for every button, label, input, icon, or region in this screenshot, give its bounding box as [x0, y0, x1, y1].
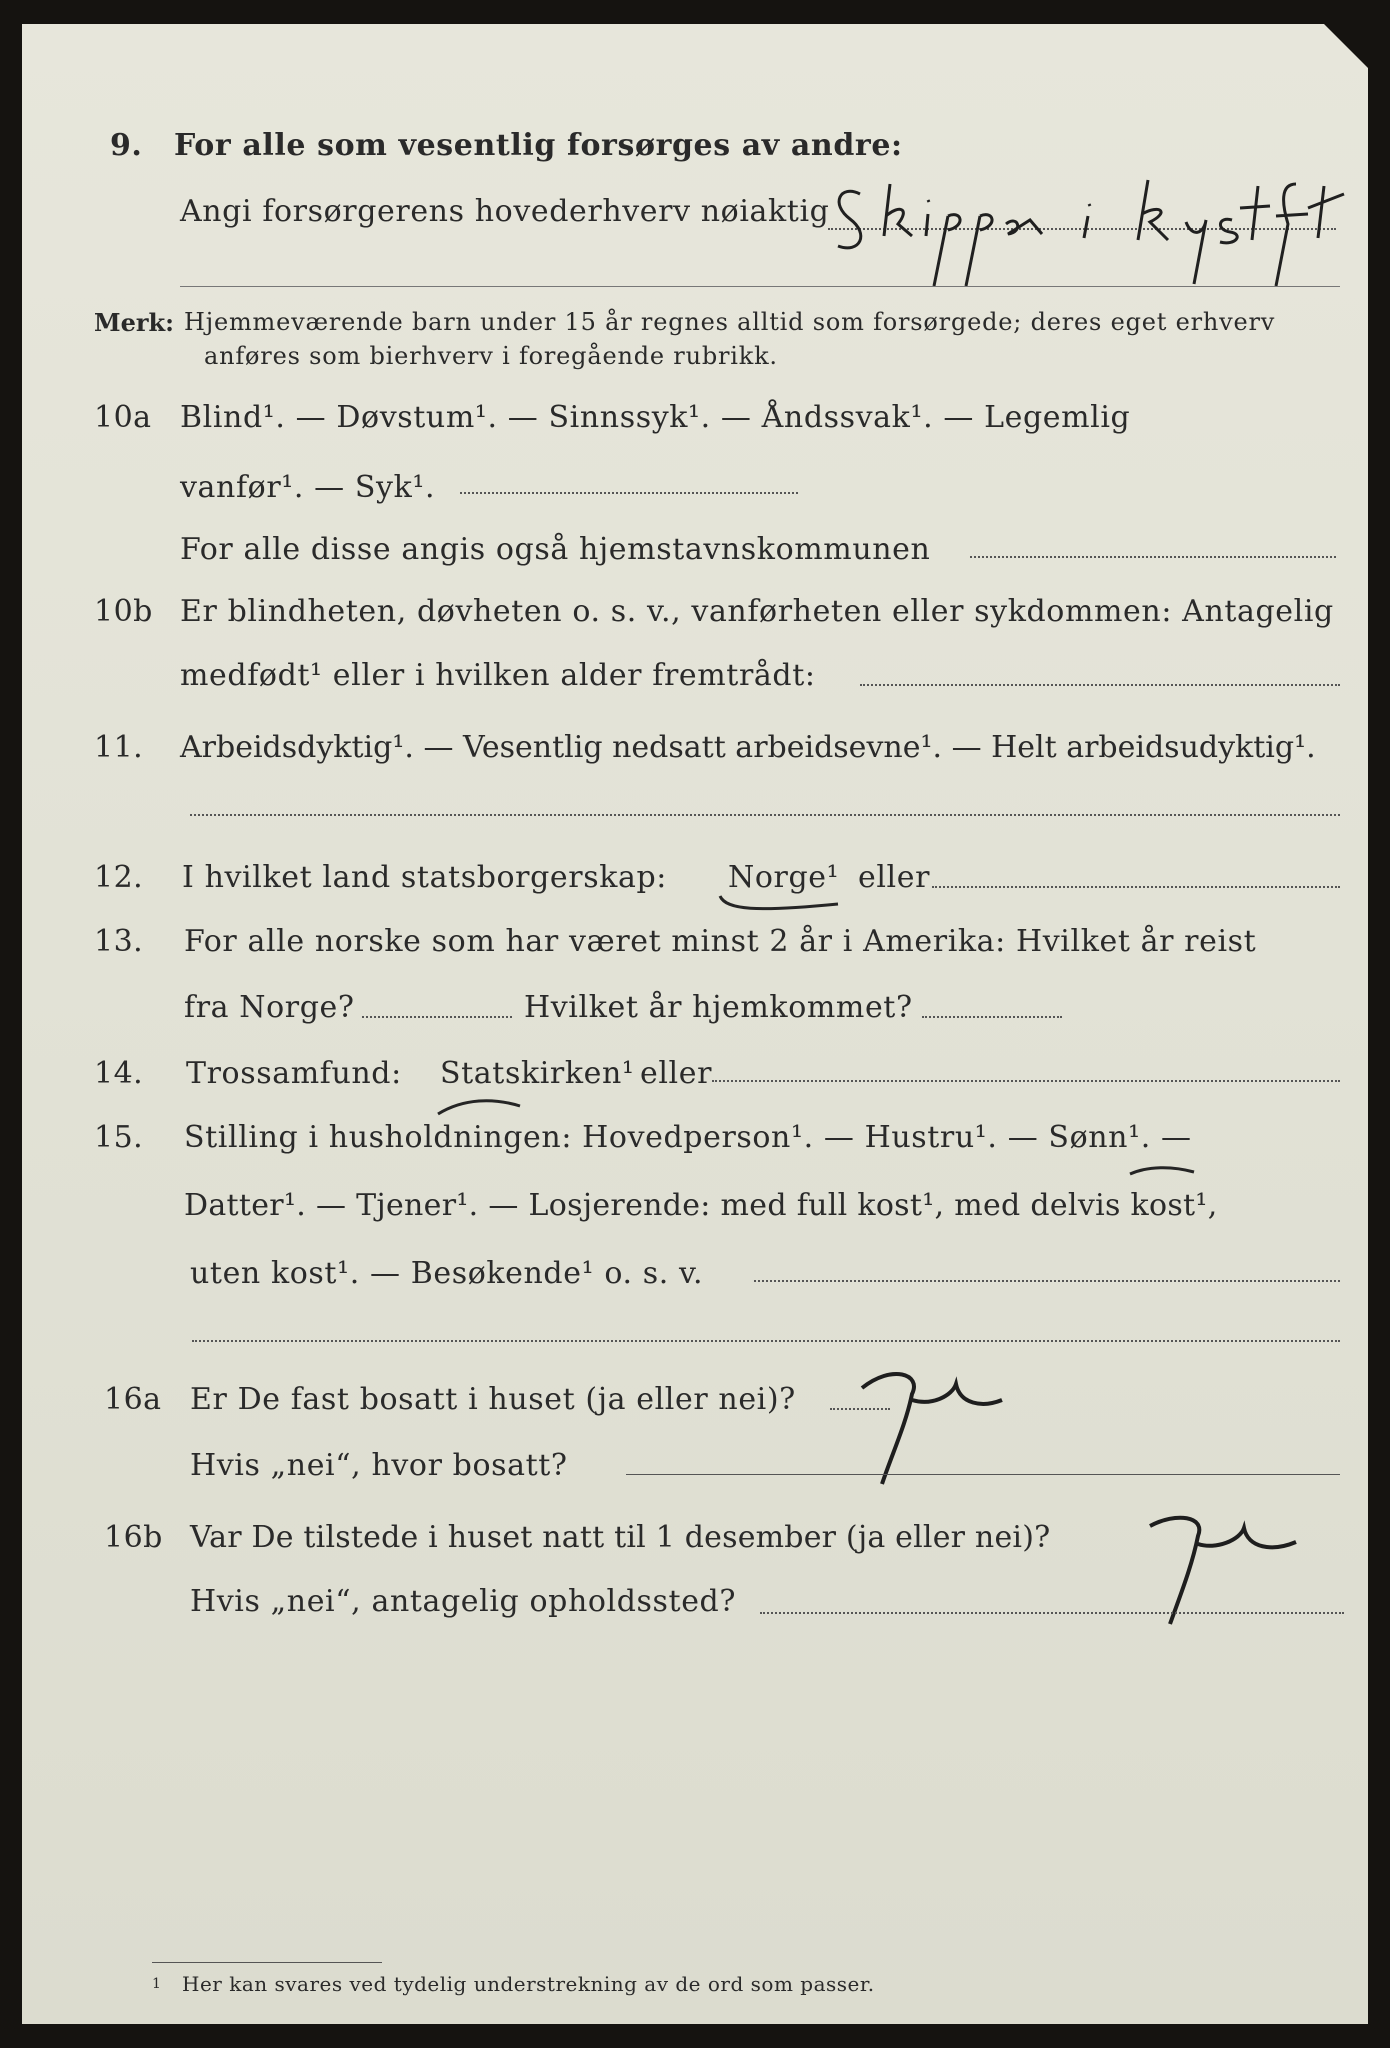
question-13-line1: For alle norske som har været minst 2 år i Amerika: Hvilket år reist	[184, 924, 1257, 959]
answer-line	[192, 1340, 1340, 1342]
underline-mark-statskirken	[434, 1096, 524, 1120]
option-eller: eller	[858, 860, 931, 895]
question-10a-line2: vanfør¹. — Syk¹.	[180, 470, 436, 505]
merk-label: Merk:	[94, 308, 174, 337]
handwritten-answer-skipper-i-kystfart	[830, 164, 1350, 296]
question-number: 16b	[104, 1520, 163, 1555]
question-11-row	[22, 730, 1368, 774]
answer-line	[922, 1016, 1062, 1018]
question-16a-line2-row	[22, 1448, 1368, 1492]
option-eller: eller	[640, 1056, 713, 1091]
separator-line	[180, 286, 1340, 287]
answer-line	[362, 1016, 512, 1018]
question-13-reist: fra Norge?	[184, 990, 355, 1025]
answer-line	[860, 684, 1340, 686]
answer-line	[460, 492, 798, 494]
underline-mark-norge	[716, 890, 846, 916]
footnote-marker: 1	[152, 1976, 162, 1992]
question-15-line3: uten kost¹. — Besøkende¹ o. s. v.	[190, 1256, 704, 1291]
question-15-line3-row	[22, 1256, 1368, 1300]
question-12-text: I hvilket land statsborgerskap:	[182, 860, 667, 895]
merk-text-line2: anføres som bierhverv i foregående rubrikk.	[204, 342, 778, 370]
question-13-hjemkommet: Hvilket år hjemkommet?	[524, 990, 913, 1025]
answer-line	[190, 814, 1340, 816]
answer-line	[626, 1474, 1340, 1475]
question-14-label: Trossamfund:	[186, 1056, 402, 1091]
question-number: 15.	[94, 1120, 144, 1155]
answer-line	[970, 556, 1336, 558]
option-statskirken: Statskirken¹	[440, 1056, 635, 1091]
question-number: 12.	[94, 860, 144, 895]
question-10a-line3-row	[22, 532, 1368, 576]
question-10b-line2: medfødt¹ eller i hvilken alder fremtrådt:	[180, 658, 816, 693]
question-15-line2-row	[22, 1188, 1368, 1232]
question-9-prompt: Angi forsørgerens hovederhverv nøiaktig	[180, 194, 830, 229]
question-16a-line1: Er De fast bosatt i huset (ja eller nei)?	[190, 1382, 796, 1417]
question-15-row	[22, 1120, 1368, 1164]
question-number: 16a	[104, 1382, 162, 1417]
question-9-text: For alle som vesentlig forsørges av andre:	[174, 128, 903, 163]
question-number: 10a	[94, 400, 152, 435]
question-10a-line1: Blind¹. — Døvstum¹. — Sinnssyk¹. — Åndssvak¹. — Legemlig	[180, 400, 1131, 435]
question-14-row	[22, 1056, 1368, 1100]
question-10b-line2-row	[22, 658, 1368, 702]
underline-mark-sonn	[1128, 1162, 1198, 1182]
answer-line	[932, 886, 1340, 888]
question-10b-line1: Er blindheten, døvheten o. s. v., vanførheten eller sykdommen: Antagelig	[180, 594, 1334, 629]
question-16a-row	[22, 1382, 1368, 1426]
question-16b-line2: Hvis „nei“, antagelig opholdssted?	[190, 1584, 737, 1619]
footnote-rule	[152, 1962, 382, 1963]
answer-line	[712, 1080, 1340, 1082]
question-number: 9.	[110, 128, 143, 163]
question-13-line2-row	[22, 990, 1368, 1034]
question-16a-line2: Hvis „nei“, hvor bosatt?	[190, 1448, 568, 1483]
census-form-page	[22, 24, 1368, 2024]
option-norge: Norge¹	[728, 860, 840, 895]
answer-line	[754, 1280, 1340, 1282]
question-11-line1: Arbeidsdyktig¹. — Vesentlig nedsatt arbeidsevne¹. — Helt arbeidsudyktig¹.	[180, 730, 1316, 765]
question-15-line2: Datter¹. — Tjener¹. — Losjerende: med full kost¹, med delvis kost¹,	[184, 1188, 1218, 1223]
question-15-line1: Stilling i husholdningen: Hovedperson¹. — Hustru¹. — Sønn¹. —	[184, 1120, 1192, 1155]
question-10b-row	[22, 594, 1368, 638]
question-16b-line2-row	[22, 1584, 1368, 1628]
footnote-text: Her kan svares ved tydelig understrekning av de ord som passer.	[182, 1972, 875, 1996]
question-10a-row	[22, 400, 1368, 444]
answer-line	[760, 1612, 1344, 1614]
question-number: 13.	[94, 924, 144, 959]
question-number: 10b	[94, 594, 153, 629]
question-10a-line3: For alle disse angis også hjemstavnskommunen	[180, 532, 931, 567]
merk-text-line1: Hjemmeværende barn under 15 år regnes alltid som forsørgede; deres eget erhverv	[184, 308, 1276, 336]
question-number: 11.	[94, 730, 144, 765]
question-13-row	[22, 924, 1368, 968]
question-16b-line1: Var De tilstede i huset natt til 1 desember (ja eller nei)?	[190, 1520, 1051, 1555]
folded-corner	[1324, 24, 1368, 68]
question-number: 14.	[94, 1056, 144, 1091]
question-12-row	[22, 860, 1368, 904]
